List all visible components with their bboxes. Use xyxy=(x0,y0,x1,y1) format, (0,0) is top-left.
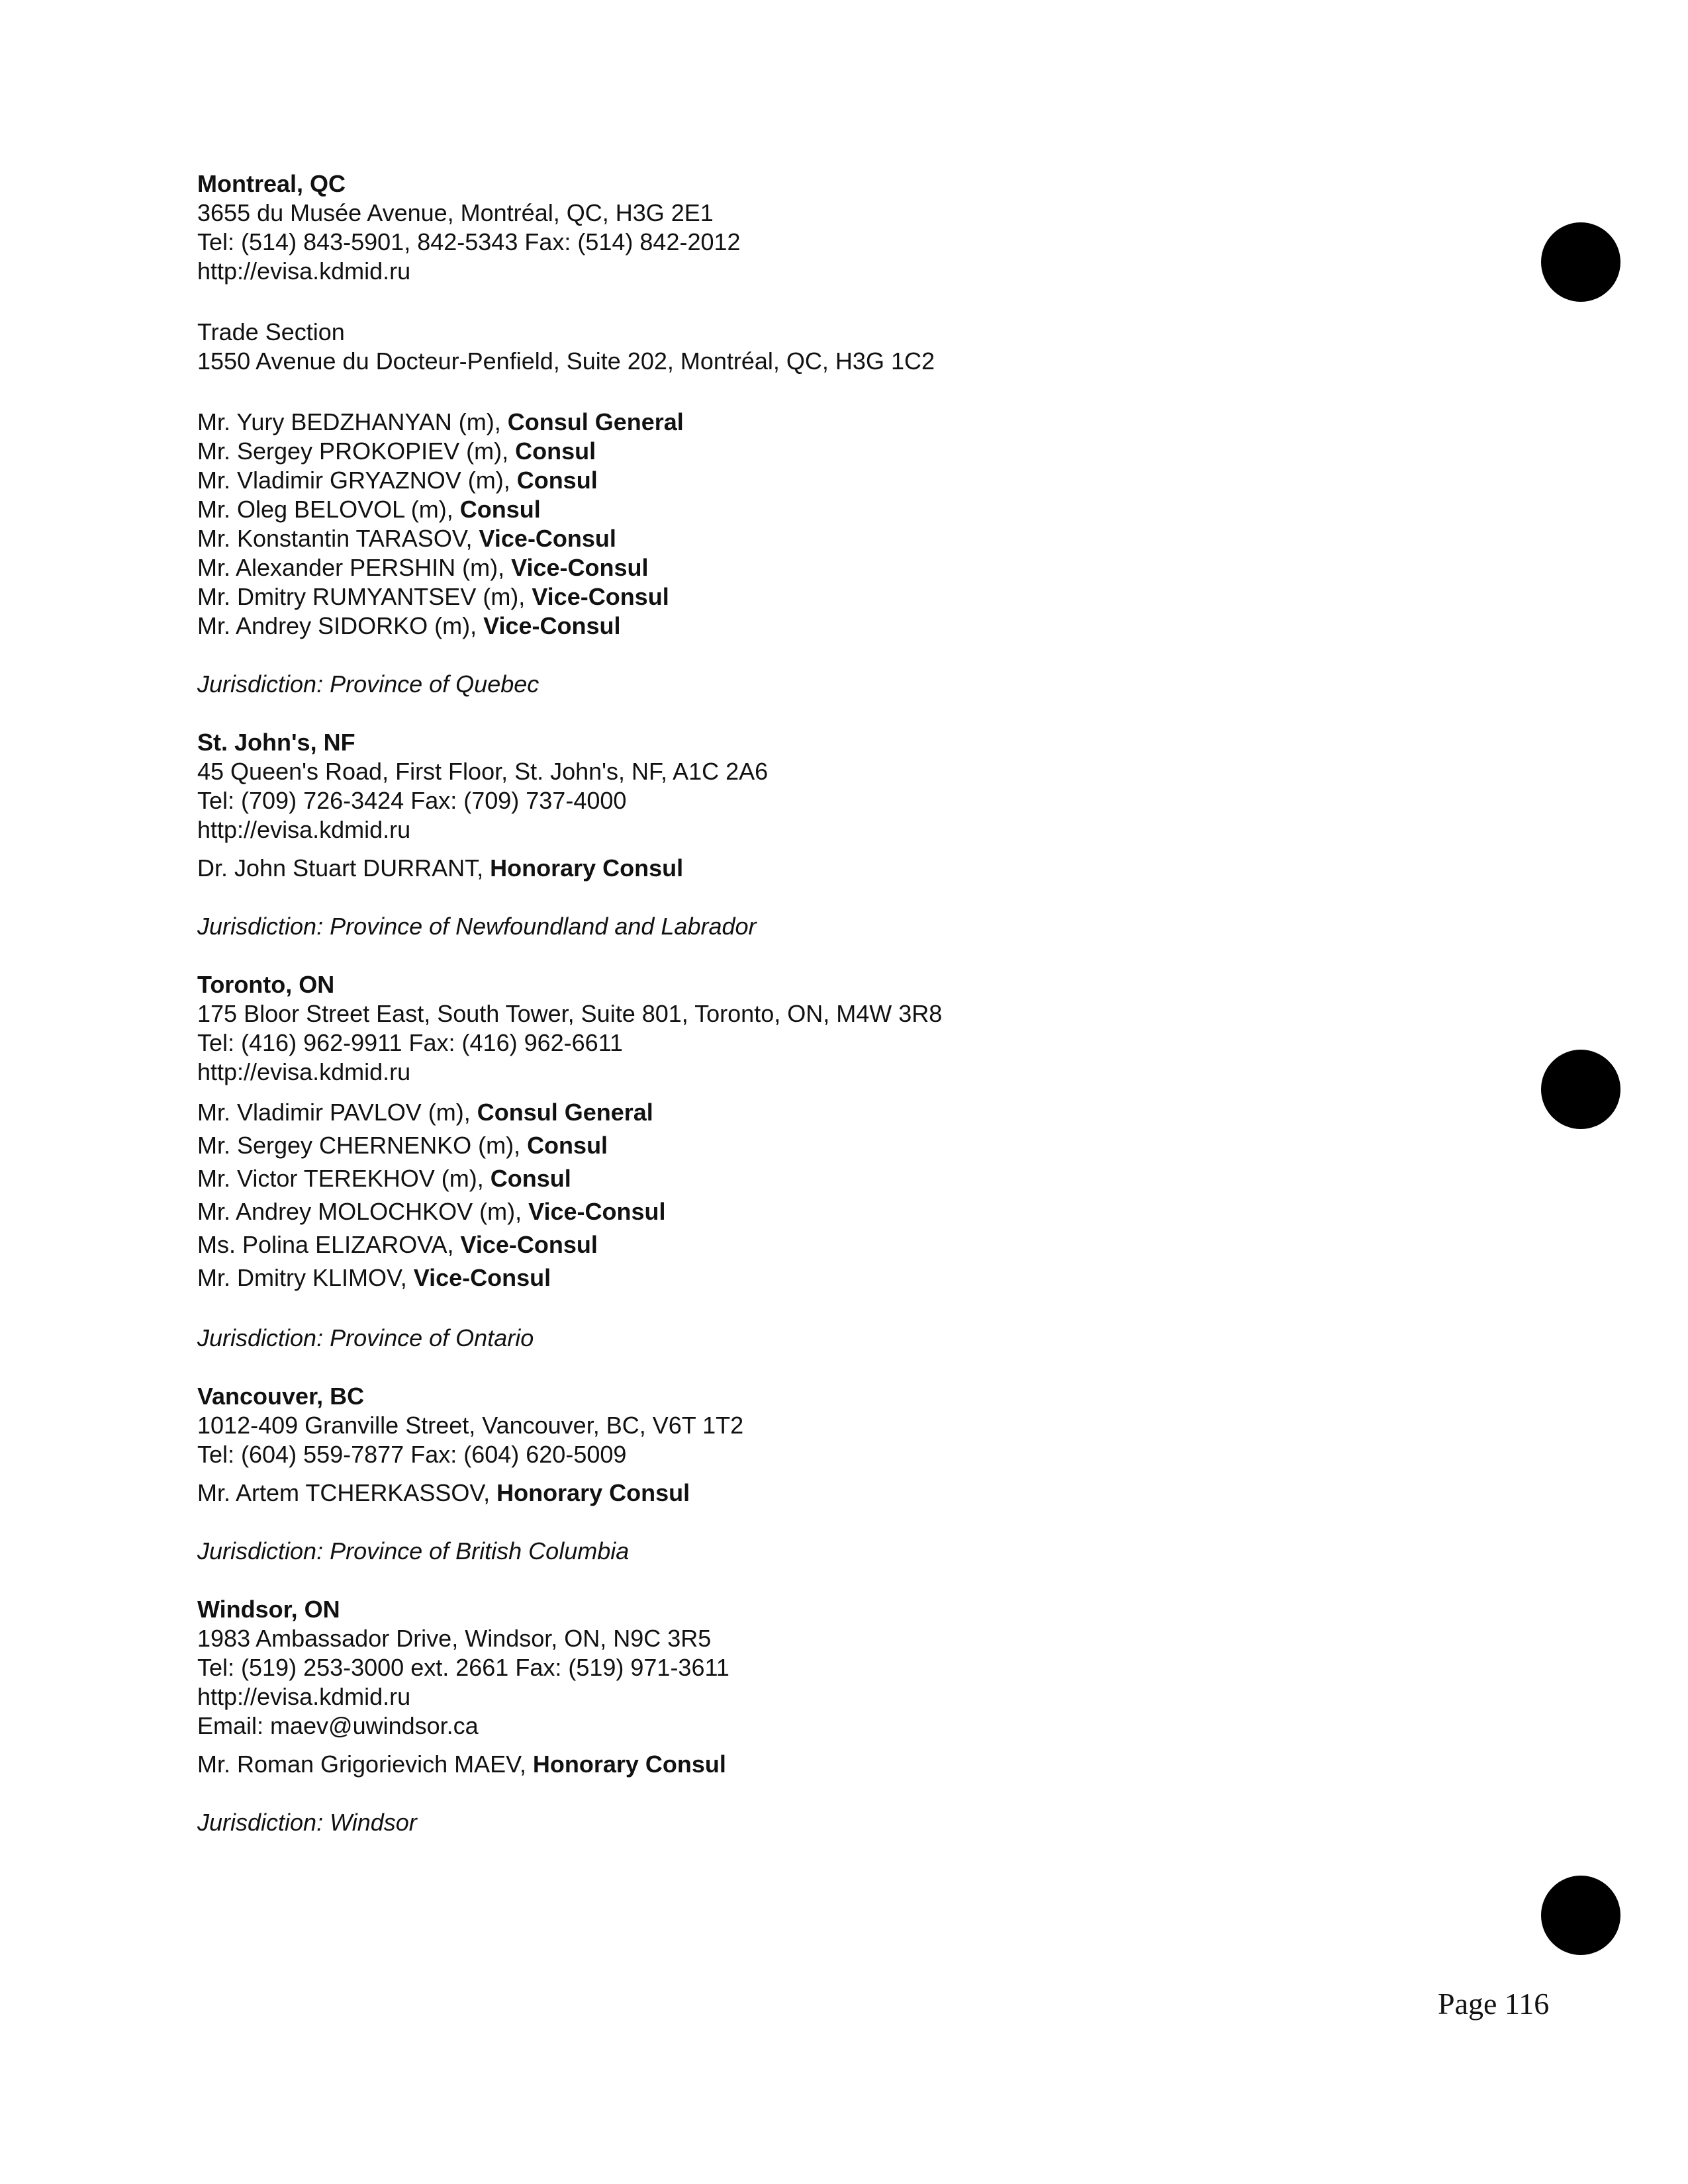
staff-entry: Mr. Sergey PROKOPIEV (m), Consul xyxy=(197,437,596,465)
jurisdiction: Jurisdiction: Province of Newfoundland and Labrador xyxy=(197,913,757,940)
section-montreal xyxy=(197,169,1455,699)
city-heading: Toronto, ON xyxy=(197,971,335,998)
staff-entry: Mr. Sergey CHERNENKO (m), Consul xyxy=(197,1132,608,1159)
jurisdiction: Jurisdiction: Province of Quebec xyxy=(197,670,539,698)
punch-hole-bottom xyxy=(1541,1876,1620,1955)
jurisdiction: Jurisdiction: Province of Ontario xyxy=(197,1324,534,1351)
phone-fax: Tel: (514) 843-5901, 842-5343 Fax: (514) 842-2012 xyxy=(197,228,741,255)
staff-entry: Mr. Andrey SIDORKO (m), Vice-Consul xyxy=(197,612,621,639)
website: http://evisa.kdmid.ru xyxy=(197,1058,411,1085)
address: 1012-409 Granville Street, Vancouver, BC, V6T 1T2 xyxy=(197,1412,744,1439)
trade-section-address: 1550 Avenue du Docteur-Penfield, Suite 202, Montréal, QC, H3G 1C2 xyxy=(197,347,935,375)
page-number: Page 116 xyxy=(1438,1987,1550,2021)
staff-entry: Dr. John Stuart DURRANT, Honorary Consul xyxy=(197,854,684,882)
consulates-list xyxy=(197,169,1455,1866)
address: 45 Queen's Road, First Floor, St. John's, NF, A1C 2A6 xyxy=(197,758,769,785)
website: http://evisa.kdmid.ru xyxy=(197,1683,411,1710)
section-toronto xyxy=(197,970,1455,1353)
jurisdiction: Jurisdiction: Windsor xyxy=(197,1809,417,1836)
punch-hole-top xyxy=(1541,222,1620,302)
staff-entry: Mr. Vladimir PAVLOV (m), Consul General xyxy=(197,1099,653,1126)
staff-entry: Mr. Vladimir GRYAZNOV (m), Consul xyxy=(197,467,598,494)
section-windsor xyxy=(197,1595,1455,1837)
staff-entry: Mr. Oleg BELOVOL (m), Consul xyxy=(197,496,541,523)
staff-entry: Mr. Andrey MOLOCHKOV (m), Vice-Consul xyxy=(197,1198,666,1225)
phone-fax: Tel: (519) 253-3000 ext. 2661 Fax: (519) 971-3611 xyxy=(197,1654,729,1681)
address: 1983 Ambassador Drive, Windsor, ON, N9C 3R5 xyxy=(197,1625,712,1652)
staff-entry: Mr. Alexander PERSHIN (m), Vice-Consul xyxy=(197,554,649,581)
staff-entry: Mr. Victor TEREKHOV (m), Consul xyxy=(197,1165,571,1192)
address: 175 Bloor Street East, South Tower, Suite 801, Toronto, ON, M4W 3R8 xyxy=(197,1000,943,1027)
staff-entry: Mr. Dmitry KLIMOV, Vice-Consul xyxy=(197,1264,551,1291)
city-heading: Vancouver, BC xyxy=(197,1383,365,1410)
staff-entry: Mr. Dmitry RUMYANTSEV (m), Vice-Consul xyxy=(197,583,669,610)
website: http://evisa.kdmid.ru xyxy=(197,816,411,843)
website: http://evisa.kdmid.ru xyxy=(197,257,411,285)
section-vancouver xyxy=(197,1382,1455,1566)
city-heading: St. John's, NF xyxy=(197,729,355,756)
staff-entry: Mr. Artem TCHERKASSOV, Honorary Consul xyxy=(197,1479,690,1506)
staff-entry: Mr. Roman Grigorievich MAEV, Honorary Consul xyxy=(197,1751,726,1778)
staff-entry: Mr. Yury BEDZHANYAN (m), Consul General xyxy=(197,408,684,435)
punch-hole-middle xyxy=(1541,1050,1620,1129)
phone-fax: Tel: (709) 726-3424 Fax: (709) 737-4000 xyxy=(197,787,627,814)
phone-fax: Tel: (604) 559-7877 Fax: (604) 620-5009 xyxy=(197,1441,627,1468)
city-heading: Windsor, ON xyxy=(197,1596,340,1623)
jurisdiction: Jurisdiction: Province of British Columbia xyxy=(197,1537,630,1565)
email: Email: maev@uwindsor.ca xyxy=(197,1712,479,1739)
trade-section-label: Trade Section xyxy=(197,318,345,345)
address: 3655 du Musée Avenue, Montréal, QC, H3G 2E1 xyxy=(197,199,714,226)
phone-fax: Tel: (416) 962-9911 Fax: (416) 962-6611 xyxy=(197,1029,624,1056)
staff-entry: Ms. Polina ELIZAROVA, Vice-Consul xyxy=(197,1231,598,1258)
city-heading: Montreal, QC xyxy=(197,170,346,197)
section-st-johns xyxy=(197,728,1455,941)
staff-entry: Mr. Konstantin TARASOV, Vice-Consul xyxy=(197,525,616,552)
